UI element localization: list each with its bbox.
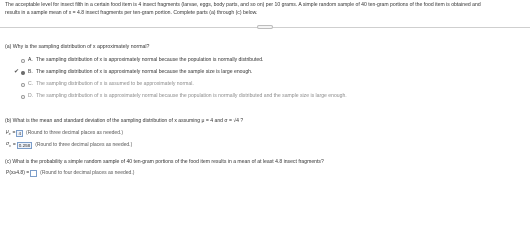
- sd-symbol: [6, 140, 11, 150]
- intro-line-1: The acceptable level for insect filth in a certain food item is 4 insect fragments (larvae, eggs, body parts, and so on) per 10 grams. A simple random sample of 40 ten-gram portions of the food item is obtained and: [5, 2, 481, 8]
- option-d-letter: D.: [28, 93, 34, 99]
- option-b-radio[interactable]: [21, 71, 25, 75]
- mean-answer-box[interactable]: 4: [18, 130, 22, 136]
- option-d[interactable]: [14, 93, 347, 100]
- option-b[interactable]: [14, 69, 252, 76]
- option-b-letter: B.: [28, 69, 33, 75]
- probability-hint: (Round to four decimal places as needed.): [40, 170, 135, 176]
- probability-answer-box[interactable]: [30, 170, 37, 177]
- option-c-radio[interactable]: [21, 83, 25, 87]
- option-b-check-icon: ✔: [14, 69, 20, 75]
- option-a-text: The sampling distribution of x is approximately normal because the population is normally distributed.: [35, 57, 264, 63]
- collapse-handle[interactable]: [257, 25, 273, 29]
- sd-equals: =: [12, 142, 16, 148]
- option-c[interactable]: [14, 81, 194, 88]
- probability-row: [6, 169, 134, 177]
- part-c-question: (c) What is the probability a simple random sample of 40 ten-gram portions of the food item results in a mean of at least 4.8 insect fragments?: [5, 159, 324, 165]
- sd-hint: (Round to three decimal places as needed.): [35, 142, 133, 148]
- sd-subscript: x: [9, 144, 11, 148]
- part-a-question: (a) Why is the sampling distribution of x approximately normal?: [5, 44, 150, 50]
- option-a-radio[interactable]: [21, 59, 25, 63]
- option-d-text: The sampling distribution of x is approximately normal because the population is normally distributed and the sample size is large enough.: [36, 93, 347, 99]
- mean-row: [6, 128, 123, 138]
- mean-label: μ: [6, 129, 9, 135]
- mean-subscript: x: [8, 132, 11, 136]
- sd-answer-box[interactable]: 0.258: [18, 142, 31, 148]
- mean-hint: (Round to three decimal places as needed.): [26, 130, 124, 136]
- sd-label: σ: [6, 141, 10, 147]
- mean-equals: =: [12, 130, 16, 136]
- option-c-text: The sampling distribution of x is assumed to be approximately normal.: [36, 81, 194, 87]
- mean-symbol: [6, 128, 11, 138]
- intro-line-2: results in a sample mean of x = 4.8 insect fragments per ten-gram portion. Complete parts (a) through (c) below.: [5, 10, 258, 16]
- option-b-text: The sampling distribution of x is approximately normal because the sample size is large enough.: [35, 69, 253, 75]
- problem-intro: [5, 1, 525, 17]
- option-a-letter: A.: [28, 57, 33, 63]
- sd-row: [6, 140, 132, 150]
- part-b-question: (b) What is the mean and standard deviation of the sampling distribution of x assuming μ = 4 and σ = √4 ?: [5, 118, 244, 124]
- probability-label: P(x≥4.8) =: [6, 170, 30, 176]
- option-d-radio[interactable]: [21, 95, 25, 99]
- option-c-letter: C.: [28, 81, 34, 87]
- option-a[interactable]: [14, 57, 263, 64]
